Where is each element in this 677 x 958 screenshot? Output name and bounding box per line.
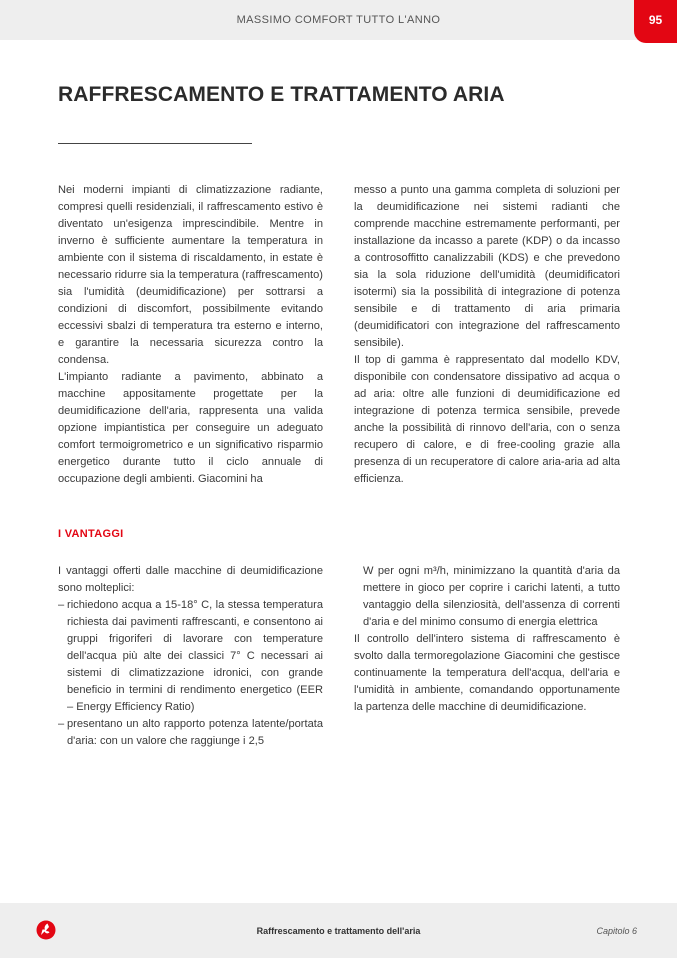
page-number-tab xyxy=(634,0,677,43)
intro-paragraph-2: L'impianto radiante a pavimento, abbinato a macchine appositamente progettate per la deumidificazione dell'aria, rappresenta una valida opzione impiantistica per conseguire un adeguato comfort termoigrometrico e un significativo risparmio energetico durante tutto il ciclo annuale di occupazione degli ambienti. Giacomini ha xyxy=(58,371,323,485)
intro-right-column xyxy=(354,182,620,488)
list-item-text: presentano un alto rapporto potenza latente/portata d'aria: con un valore che raggiunge i 2,5 xyxy=(67,718,323,747)
list-item-continuation: W per ogni m³/h, minimizzano la quantità d'aria da mettere in gioco per coprire i carichi latenti, a tutto vantaggio della silenziosità, dell'assenza di correnti d'aria e del minimo consumo di energia elettrica xyxy=(363,565,620,628)
vantaggi-closing: Il controllo dell'intero sistema di raffrescamento è svolto dalla termoregolazione Giacomini che gestisce continuamente la temperatura dell'acqua, dell'aria e l'umidità in ambiente, comandando opportunamente la partenza delle macchine di deumidificazione. xyxy=(354,633,620,713)
dash-bullet: – xyxy=(58,718,65,730)
page-number: 95 xyxy=(648,13,663,27)
vantaggi-left-column xyxy=(58,563,323,750)
intro-paragraph-1: Nei moderni impianti di climatizzazione radiante, compresi quelli residenziali, il raffrescamento estivo è diventato un'esigenza imprescindibile. Mentre in inverno è sufficiente aumentare la temperatura in ambiente con il sistema di riscaldamento, in estate è necessario ridurre sia la temperatura (raffrescamento) sia l'umidità (deumidificazione) per sottrarsi a condizioni di discomfort, possibilmente evitando eccessivi sbalzi di temperatura tra esterno e interno, e garantire la necessaria sicurezza contro la condensa. xyxy=(58,184,323,366)
list-item xyxy=(58,716,323,750)
intro-left-column xyxy=(58,182,323,488)
vantaggi-lead: I vantaggi offerti dalle macchine di deumidificazione sono molteplici: xyxy=(58,565,323,594)
list-item xyxy=(58,597,323,716)
intro-paragraph-4: Il top di gamma è rappresentato dal modello KDV, disponibile con condensatore dissipativo ad acqua o ad aria: oltre alle funzioni di deumidificazione ed integrazione di potenza termica sensibile, prevede anche la possibilità di rinnovo dell'aria, con o senza recupero di calore, e di free-cooling grazie alla presenza di un recuperatore di calore aria-aria ad alta efficienza. xyxy=(354,354,620,485)
main-title: RAFFRESCAMENTO E TRATTAMENTO ARIA xyxy=(58,83,505,106)
vantaggi-right-column xyxy=(354,563,620,716)
title-rule xyxy=(58,143,252,144)
header-title: MASSIMO COMFORT TUTTO L'ANNO xyxy=(236,14,441,26)
intro-paragraph-3: messo a punto una gamma completa di soluzioni per la deumidificazione nei sistemi radianti che comprende macchine estremamente performanti, per installazione da incasso a parete (KDP) o da incasso a controsoffitto canalizzabili (KDS) e che prevedono sia la sola riduzione dell'umidità (deumidificatori isotermi) sia la possibilità di integrazione di potenza sensibile e di trattamento di aria primaria (deumidificatori con integrazione del raffrescamento sensibile). xyxy=(354,184,620,349)
dash-bullet: – xyxy=(58,599,65,611)
footer-chapter: Capitolo 6 xyxy=(596,926,637,936)
footer-section-title: Raffrescamento e trattamento dell'aria xyxy=(256,926,421,936)
section-title-vantaggi: I VANTAGGI xyxy=(58,528,124,540)
list-item-text: richiedono acqua a 15-18° C, la stessa temperatura richiesta dai pavimenti raffrescanti, e consentono ai gruppi frigoriferi di lavorare con temperature dell'acqua più alte dei classici 7° C necessari ai sistemi di climatizzazione idronici, con grande beneficio in termini di rendimento energetico (EER – Energy Efficiency Ratio) xyxy=(67,599,323,713)
